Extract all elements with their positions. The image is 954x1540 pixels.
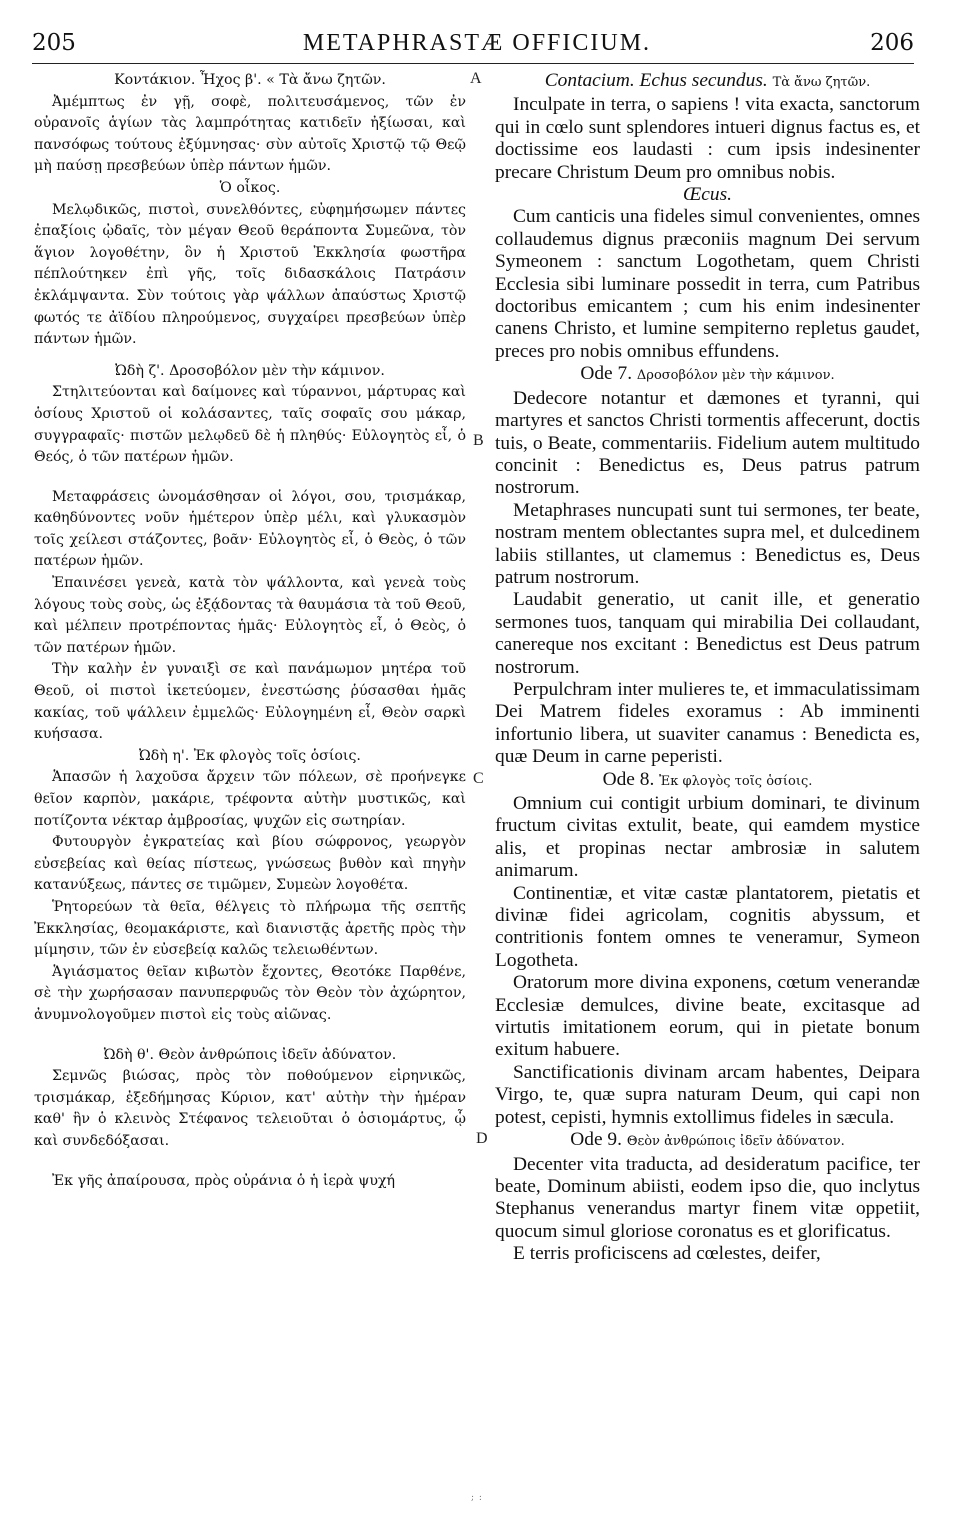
latin-ode8-label: Ode 8. <box>602 768 655 790</box>
latin-ode7-troparion-1: Dedecore notantur et dæmones et tyranni, qui martyres et sanctos Christi tormentis affecerunt, doctis tuis, o Beate, commentariis. Fidelium autem multitudo concinit : Benedictus es, Deus patrus patrum nostrorum. <box>495 387 920 499</box>
latin-oecus-text: Cum canticis una fideles simul convenientes, omnes collaudemus dignus præconiis magnum Dei servum Symeonem : sanctum Logothetam, quem Christi Ecclesia sibi luminare possedit in terra, cum Patribus doctoribus emicantem ; cum his enim indesinenter canens Christo, et lumine sempiterno repletus gaudet, preces pro nobis omnibus effundens. <box>495 206 920 362</box>
page-header <box>0 28 954 60</box>
latin-contacium-text: Inculpate in terra, o sapiens ! vita exacta, sanctorum qui in cœlo sunt splendores intueri dignus factus es, et doctissime eos laudasti : cum ipsis indesinenter precare Christum Deum pro omnibus nobis. <box>495 94 920 183</box>
greek-ode8-troparion-2: Φυτουργὸν ἐγκρατείας καὶ βίου σώφρονος, γεωργὸν εὐσεβείας καὶ θείας πίστεως, γνώσεως βυθὸν καὶ πηγὴν κατανύξεως, πάντες σε τιμῶμεν, Συμεὼν λογοθέτα. <box>34 834 466 894</box>
latin-ode8-troparion-2: Continentiæ, et vitæ castæ plantatorem, pietatis et divinæ fidei agricolam, cognitis abyssum, et contritionis fontem omnes te veneramur, Symeon Logotheta. <box>495 882 920 971</box>
latin-ode7-heading <box>495 363 920 387</box>
latin-ode9-troparion-2: E terris proficiscens ad cœlestes, deifer, <box>513 1243 821 1265</box>
margin-letter-c: C <box>473 770 484 787</box>
greek-kontakion-heading: Κοντάκιον. Ἦχος β'. « Τὰ ἄνω ζητῶν. <box>114 72 386 88</box>
latin-ode8-greek: Ἐκ φλογὸς τοῖς ὁσίοις. <box>659 773 813 789</box>
greek-ode8-heading: Ὠδὴ η'. Ἐκ φλογὸς τοῖς ὁσίοις. <box>139 747 361 764</box>
greek-ode7-troparion-2: Μεταφράσεις ὠνομάσθησαν οἱ λόγοι, σου, τρισμάκαρ, καθηδύνοντες νοῦν ἡμέτερον ὑπὲρ μέλι, καὶ γλυκασμὸν τοῖς χείλεσι στάζοντες, βοᾶν· Εὐλογητὸς εἶ, ὁ Θεὸς, ὁ τῶν πατέρων ἡμῶν. <box>34 488 466 570</box>
page-number-left: 205 <box>32 30 76 56</box>
page-number-right: 206 <box>870 30 914 56</box>
greek-ode8-troparion-3: Ῥητορεύων τὰ θεῖα, θέλγεις τὸ πλήρωμα τῆς σεπτῆς Ἐκκλησίας, θεομακάριστε, καὶ διανιστᾷς ἀρετῆς πρὸς τὴν μίμησιν, τῶν ἐν εὐσεβείᾳ καλῶς τελειωθέντων. <box>34 898 466 959</box>
greek-ode8-troparion-1: Ἁπασῶν ἡ λαχοῦσα ἄρχειν τῶν πόλεων, σὲ προήνεγκε θεῖον καρπὸν, μακάριε, τρέφοντα αὐτὴν μυστικῶς, καὶ ποτίζοντα νέκταρ ἀμβροσίας, ψυχῶν εἰς σωτηρίαν. <box>34 769 466 829</box>
running-title: METAPHRASTÆ OFFICIUM. <box>302 30 652 56</box>
latin-contacium-greek: Τὰ ἄνω ζητῶν. <box>772 75 871 90</box>
latin-ode7-greek: Δροσοβόλον μὲν τὴν κάμινον. <box>636 368 835 384</box>
header-rule <box>32 63 914 64</box>
greek-ode8-troparion-4: Ἁγιάσματος θεῖαν κιβωτὸν ἔχοντες, Θεοτόκε Παρθένε, σὲ τὴν χωρήσασαν πανυπερφυῶς τὸν Θεὸν τὸν ἀχώρητον, ἀνυμνολογοῦμεν πιστοὶ εἰς τοὺς αἰῶνας. <box>34 963 466 1023</box>
greek-oikos-text: Μελῳδικῶς, πιστοὶ, συνελθόντες, εὐφημήσωμεν πάντες ἐπαξίοις ᾠδαῖς, τὸν μέγαν Θεοῦ θεράποντα Συμεῶνα, τὸν ἅγιον λογοθέτην, ὃν ἡ Χριστοῦ Ἐκκλησία φωστῆρα πέπλούτηκεν ἐπὶ γῆς, τοῖς διδασκάλοις Πατράσιν ἐκλάμψαντα. Σὺν τούτοις γὰρ ψάλλων ἀπαύστως Χριστῷ φωτός τε ἀϊδίου πληρούμενος, συγχαίρει πρεσβεύων ὑπὲρ πάντων ἡμῶν. <box>34 201 466 348</box>
latin-ode9-label: Ode 9. <box>570 1129 622 1151</box>
latin-ode9-heading <box>495 1129 920 1153</box>
greek-ode7-troparion-4: Τὴν καλὴν ἐν γυναιξὶ σε καὶ πανάμωμον μητέρα τοῦ Θεοῦ, οἱ πιστοὶ ἱκετεύομεν, ἐνεστώσης ῥύσασθαι ἡμᾶς κακίας, τοῦ ψάλλειν ἐμμελῶς· Εὐλογημένη εἶ, Θεὸν σαρκὶ κυήσασα. <box>34 661 466 743</box>
margin-letter-d: D <box>476 1130 488 1147</box>
greek-ode9-troparion-1: Σεμνῶς βιώσας, πρὸς τὸν ποθούμενον εἰρηνικῶς, τρισμάκαρ, ἐξεδήμησας Κύριον, κατ' αὐτὴν τὴν ἡμέραν καθ' ἣν ὁ κλεινὸς Στέφανος τελειοῦται ὁ ὁσιομάρτυς, ᾧ καὶ συνδεδόξασαι. <box>34 1068 466 1149</box>
latin-ode8-troparion-4: Sanctificationis divinam arcam habentes, Deipara Virgo, te, quæ supra naturam Deum, qui capi non potest, cepisti, hymnis extollimus fideles in sæcula. <box>495 1061 920 1128</box>
latin-oecus-heading: Œcus. <box>683 184 732 206</box>
latin-ode7-label: Ode 7. <box>580 363 633 385</box>
margin-letter-a: A <box>470 70 482 87</box>
latin-contacium-title: Contacium. Echus secundus. <box>544 70 768 91</box>
greek-ode7-heading: Ὠδὴ ζ'. Δροσοβόλον μὲν τὴν κάμινον. <box>115 362 385 379</box>
margin-letter-b: B <box>473 432 484 449</box>
greek-ode7-troparion-1: Στηλιτεύονται καὶ δαίμονες καὶ τύραννοι, μάρτυρας καὶ ὁσίους Χριστοῦ οἱ κολάσαντες, ταῖς σοφαῖς σου μάκαρ, συγγραφαῖς· πιστῶν μελῳδεῦ δὲ ἡ πληθύς· Εὐλογητὸς εἶ, ὁ Θεός, ὁ τῶν πατέρων ἡμῶν. <box>34 384 466 466</box>
greek-column <box>34 70 466 1192</box>
latin-ode7-troparion-4: Perpulchram inter mulieres te, et immaculatissimam Dei Matrem fideles exoramus : Ab imminenti infortunio libera, ut suaviter canamus : Benedicta es, quæ Deum in carne peperisti. <box>495 678 920 768</box>
greek-ode9-heading: Ὠδὴ θ'. Θεὸν ἀνθρώποις ἰδεῖν ἀδύνατον. <box>103 1046 397 1063</box>
latin-ode8-troparion-3: Oratorum more divina exponens, cœtum venerandæ Ecclesiæ demulces, divine beate, excitasque ad virtutis imitationem eorum, qui in pietate bonum exitum habuere. <box>495 972 920 1061</box>
latin-ode8-heading <box>495 769 920 793</box>
greek-kontakion-text: Ἀμέμπτως ἐν γῇ, σοφὲ, πολιτευσάμενος, τῶν ἐν οὐρανοῖς ἁγίων τὰς λαμπρότητας κατιδεῖν ἠξίωσαι, καὶ πανσόφως τούτους ἐξύμνησας· σὺν αὐτοῖς Χριστῷ τῷ Θεῷ μὴ παύσῃ πρεσβεύων ὑπὲρ πάντων ἡμῶν. <box>34 93 466 175</box>
greek-ode9-troparion-2: Ἐκ γῆς ἀπαίρουσα, πρὸς οὐράνια ὁ ἡ ἱερὰ ψυχή <box>52 1172 396 1189</box>
latin-ode7-troparion-3: Laudabit generatio, ut canit ille, et generatio sermones tuos, tanquam qui mirabilia Dei collaudant, canereque nos excitant : Benedictus est Deus patrum nostrorum. <box>495 589 920 678</box>
latin-ode9-troparion-1: Decenter vita traducta, ad desideratum pacifice, ter beate, Dominum abiisti, eodem ipso die, quo inclytus Stephanus venerandus martyr finem vitæ oppetiit, quocum simul gloriose coronatus es et glorificatus. <box>495 1153 920 1242</box>
page-footer-mark: ; : <box>471 1493 483 1503</box>
greek-ode7-troparion-3: Ἐπαινέσει γενεὰ, κατὰ τὸν ψάλλοντα, καὶ γενεὰ τοὺς λόγους τοὺς σοὺς, ὡς ἐξᾴδοντας τὰ θαυμάσια τὰ τοῦ Θεοῦ, καὶ μέλπειν προτρέποντας ἡμᾶς· Εὐλογητὸς εἶ, ὁ Θεὸς, ὁ τῶν πατέρων ἡμῶν. <box>34 575 466 656</box>
latin-ode7-troparion-2: Metaphrases nuncupati sunt tui sermones, ter beate, nostram mentem oblectantes supra mel, et dulcedinem labiis stillantes, ut clamemus : Benedictus es, Deus patrum nostrorum. <box>495 499 920 588</box>
latin-ode9-greek: Θεὸν ἀνθρώποις ἰδεῖν ἀδύνατον. <box>626 1134 845 1150</box>
latin-ode8-troparion-1: Omnium cui contigit urbium dominari, te divinum fructum civitas extulit, beate, qui eamdem mystice alis, et propinas nectar ambrosiæ in salutem animarum. <box>495 793 920 882</box>
greek-oikos-heading: Ὁ οἶκος. <box>219 179 281 196</box>
latin-column <box>495 70 920 1266</box>
latin-contacium-heading <box>495 70 920 94</box>
